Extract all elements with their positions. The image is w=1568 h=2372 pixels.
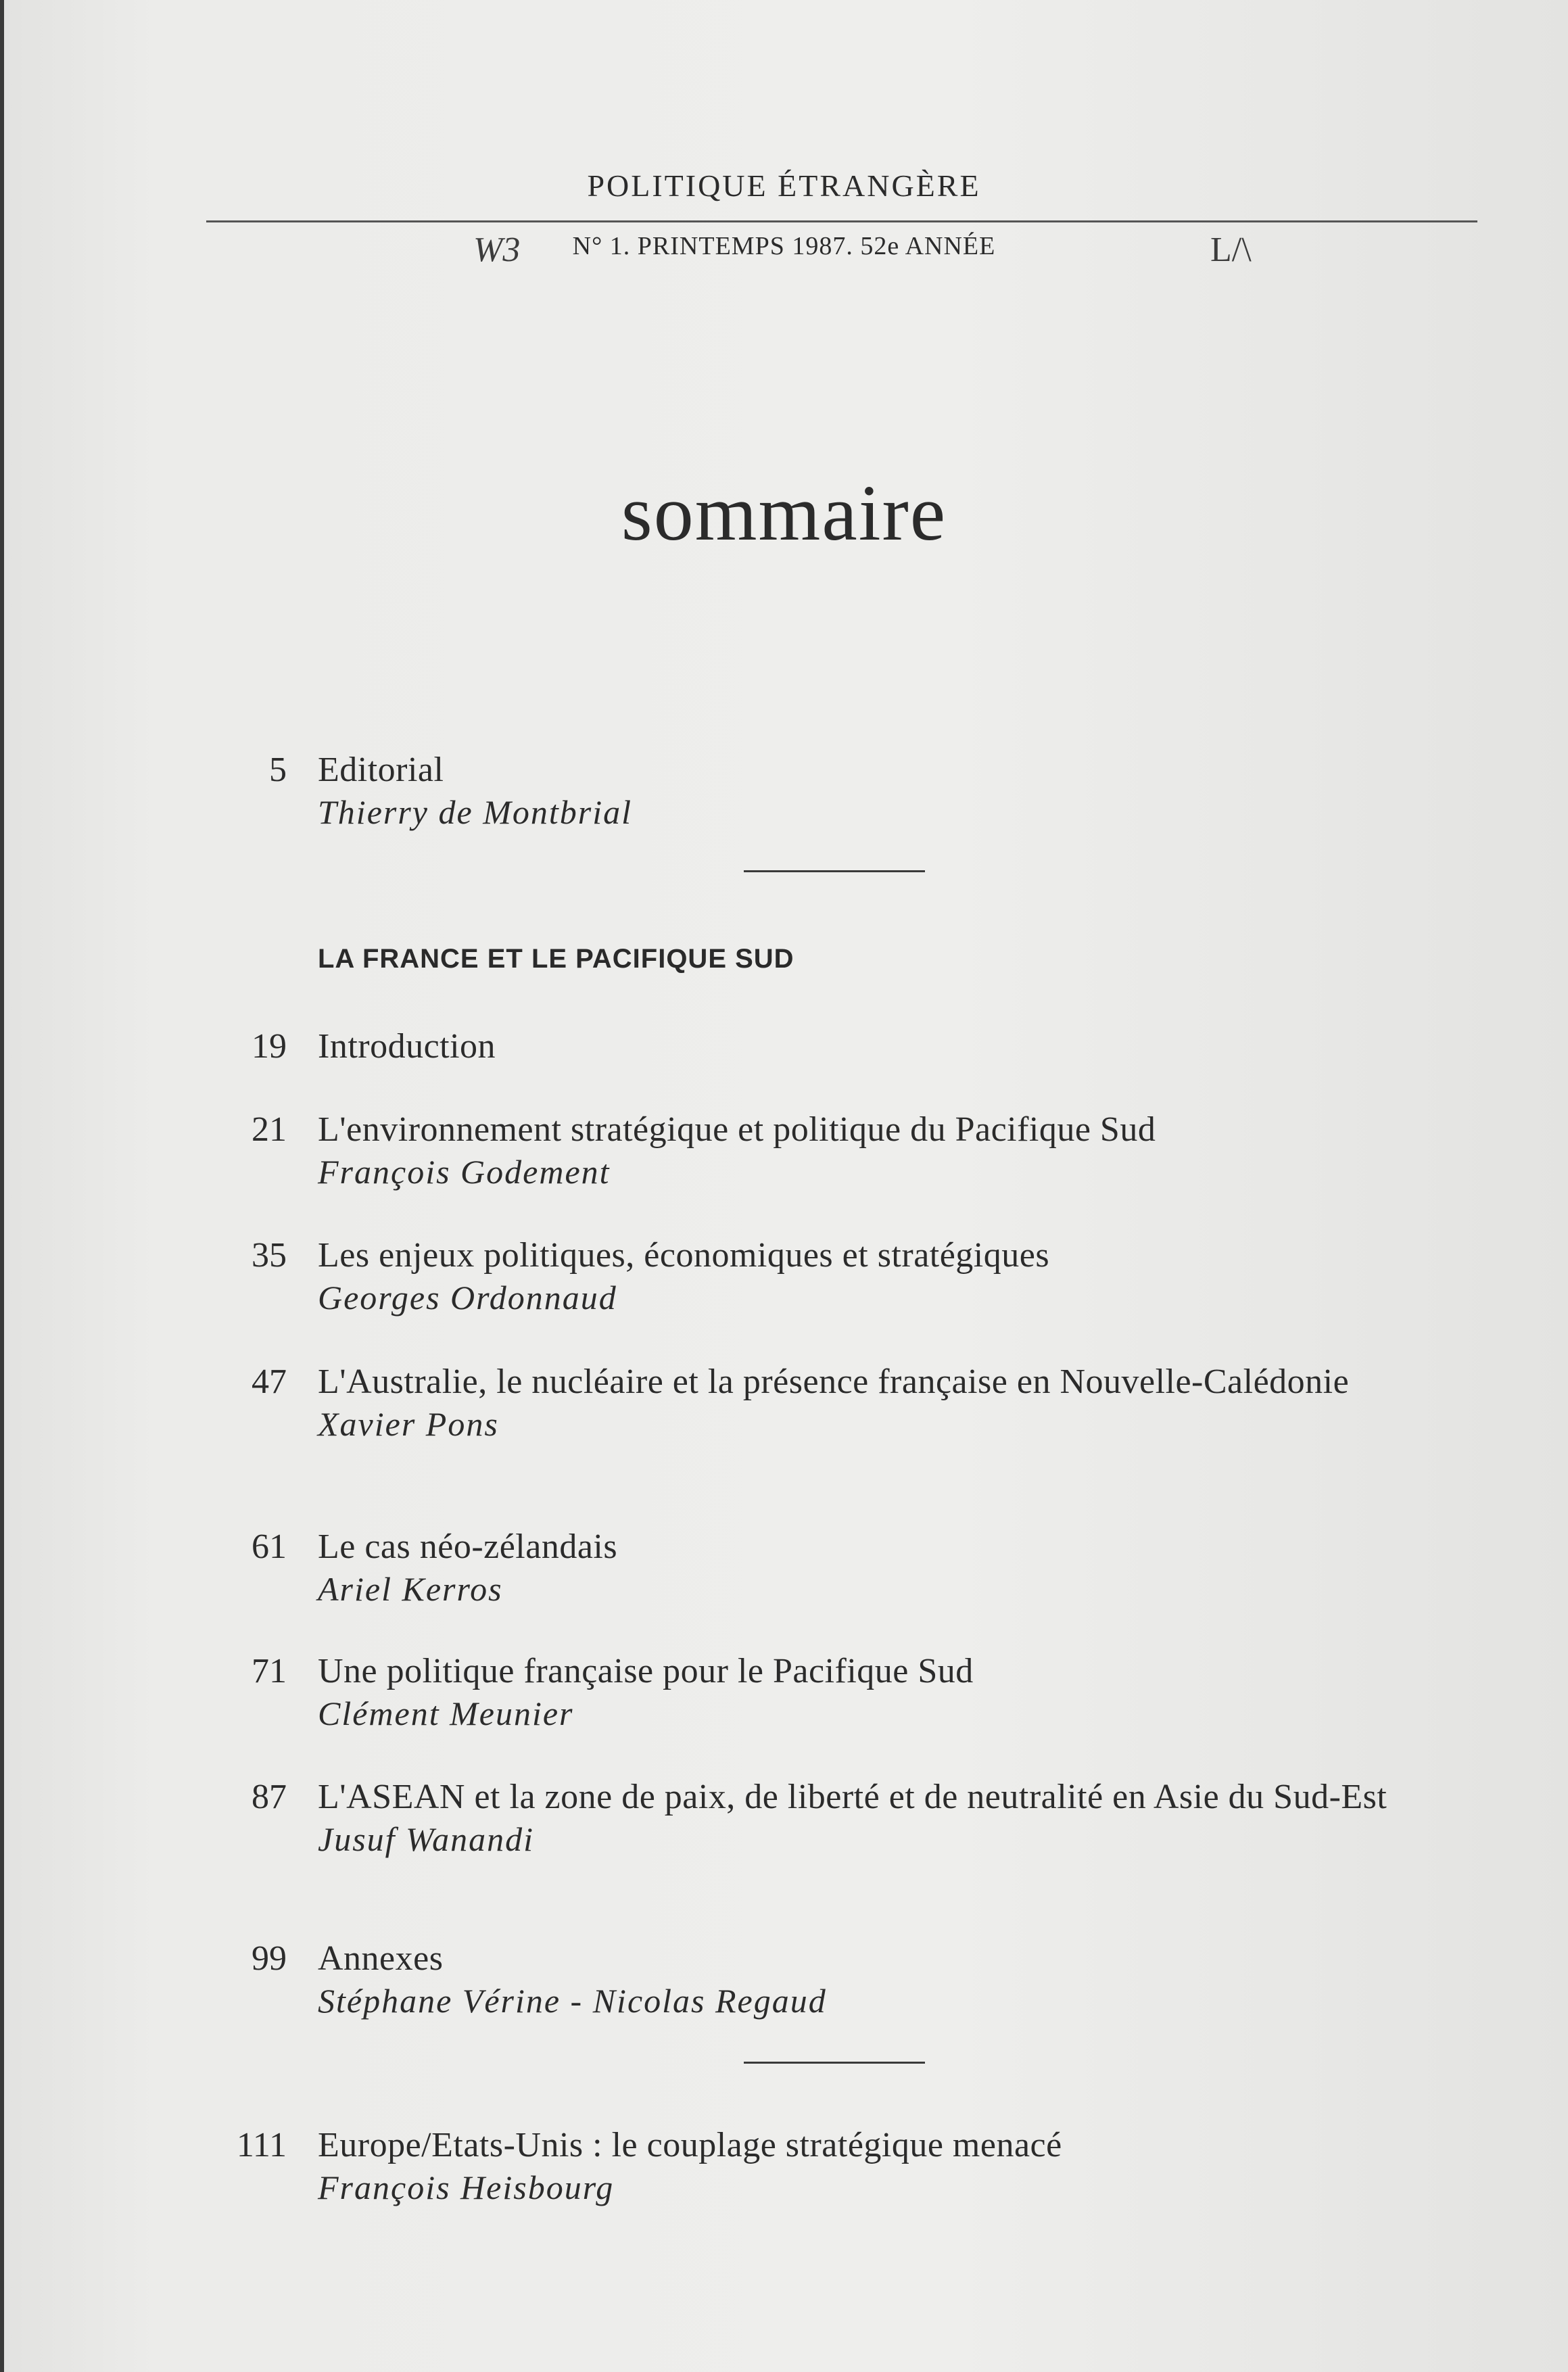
toc-page-number: 47	[252, 1362, 287, 1401]
journal-title: POLITIQUE ÉTRANGÈRE	[587, 168, 981, 203]
section-separator	[744, 870, 925, 872]
toc-page-number: 111	[236, 2126, 287, 2164]
pencil-annotation-right: L/\	[1210, 231, 1252, 269]
toc-entry-title: Les enjeux politiques, économiques et stratégiques	[318, 1236, 1050, 1275]
toc-entry-title: L'Australie, le nucléaire et la présence française en Nouvelle-Calédonie	[318, 1362, 1350, 1401]
toc-entry-title: Editorial	[318, 751, 444, 789]
toc-entry-author: Xavier Pons	[318, 1405, 499, 1443]
toc-page-number: 87	[252, 1778, 287, 1816]
toc-page-number: 61	[252, 1527, 287, 1566]
toc-entry-author: Jusuf Wanandi	[318, 1820, 534, 1858]
toc-entry-title: L'environnement stratégique et politique du Pacifique Sud	[318, 1110, 1156, 1149]
toc-entry-author: François Godement	[318, 1153, 611, 1191]
section-heading: LA FRANCE ET LE PACIFIQUE SUD	[318, 944, 794, 974]
toc-entry-author: Clément Meunier	[318, 1694, 574, 1732]
toc-entry-title: Introduction	[318, 1027, 496, 1066]
toc-entry-author: Ariel Kerros	[318, 1570, 503, 1608]
header-rule	[206, 220, 1477, 222]
pencil-annotation-left: W3	[473, 231, 521, 269]
page-title: sommaire	[621, 469, 947, 557]
toc-page-number: 35	[252, 1236, 287, 1275]
toc-entry-author: Georges Ordonnaud	[318, 1279, 617, 1317]
toc-page-number: 99	[252, 1939, 287, 1978]
toc-page-number: 19	[252, 1027, 287, 1066]
issue-line: N° 1. PRINTEMPS 1987. 52e ANNÉE	[572, 232, 996, 260]
page-binding-edge	[0, 0, 4, 2372]
toc-entry-title: L'ASEAN et la zone de paix, de liberté et de neutralité en Asie du Sud-Est	[318, 1778, 1387, 1816]
toc-page-number: 21	[252, 1110, 287, 1149]
section-separator	[744, 2062, 925, 2064]
toc-entry-title: Le cas néo-zélandais	[318, 1527, 618, 1566]
toc-page-number: 5	[269, 751, 287, 789]
toc-entry-title: Annexes	[318, 1939, 444, 1978]
toc-entry-author: François Heisbourg	[318, 2168, 615, 2206]
toc-entry-title: Europe/Etats-Unis : le couplage stratégique menacé	[318, 2126, 1062, 2164]
toc-entry-title: Une politique française pour le Pacifique Sud	[318, 1652, 974, 1690]
toc-entry-author: Stéphane Vérine - Nicolas Regaud	[318, 1982, 827, 2020]
toc-page-number: 71	[252, 1652, 287, 1690]
toc-entry-author: Thierry de Montbrial	[318, 793, 632, 831]
